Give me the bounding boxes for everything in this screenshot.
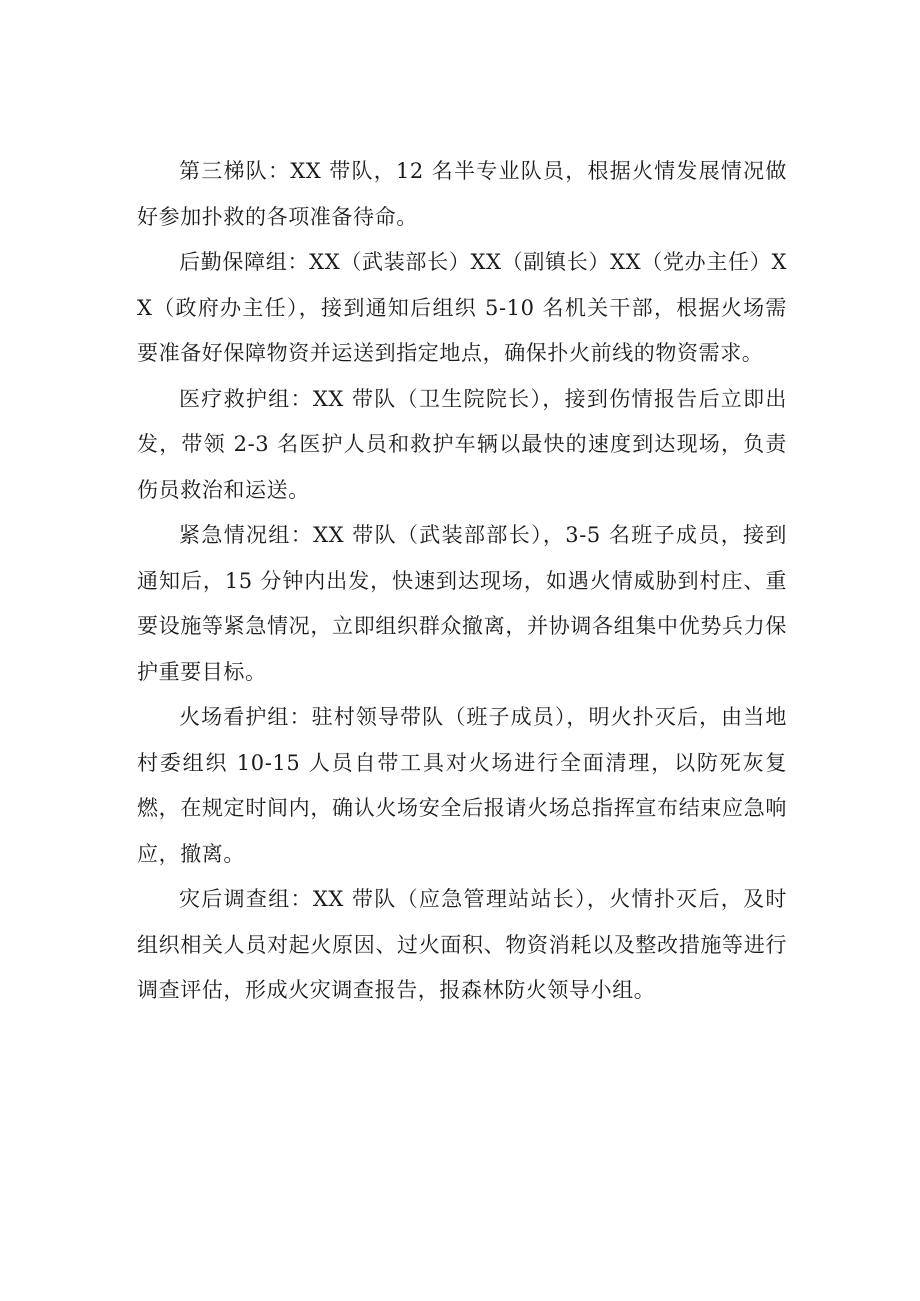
paragraph-logistics-group: 后勤保障组：XX（武装部长）XX（副镇长）XX（党办主任）XX（政府办主任），接到通知后组织 5-10 名机关干部，根据火场需要准备好保障物资并运送到指定地点，确保扑火前线的物资需求。 [137,250,787,365]
paragraph-fire-watch-group: 火场看护组：驻村领导带队（班子成员），明火扑灭后，由当地村委组织 10-15 人员自带工具对火场进行全面清理，以防死灰复燃，在规定时间内，确认火场安全后报请火场总指挥宣布结束应急响应，撤离。 [137,705,787,866]
paragraph-investigation-group: 灾后调查组：XX 带队（应急管理站站长），火情扑灭后，及时组织相关人员对起火原因、过火面积、物资消耗以及整改措施等进行调查评估，形成火灾调查报告，报森林防火领导小组。 [137,887,787,1002]
paragraph-emergency-group: 紧急情况组：XX 带队（武装部部长），3-5 名班子成员，接到通知后，15 分钟内出发，快速到达现场，如遇火情威胁到村庄、重要设施等紧急情况，立即组织群众撤离，并协调各组集中优势兵力保护重要目标。 [137,523,787,684]
paragraph-third-echelon: 第三梯队：XX 带队，12 名半专业队员，根据火情发展情况做好参加扑救的各项准备待命。 [137,159,787,229]
paragraph-medical-group: 医疗救护组：XX 带队（卫生院院长），接到伤情报告后立即出发，带领 2-3 名医护人员和救护车辆以最快的速度到达现场，负责伤员救治和运送。 [137,386,787,502]
document-body [137,149,787,1014]
